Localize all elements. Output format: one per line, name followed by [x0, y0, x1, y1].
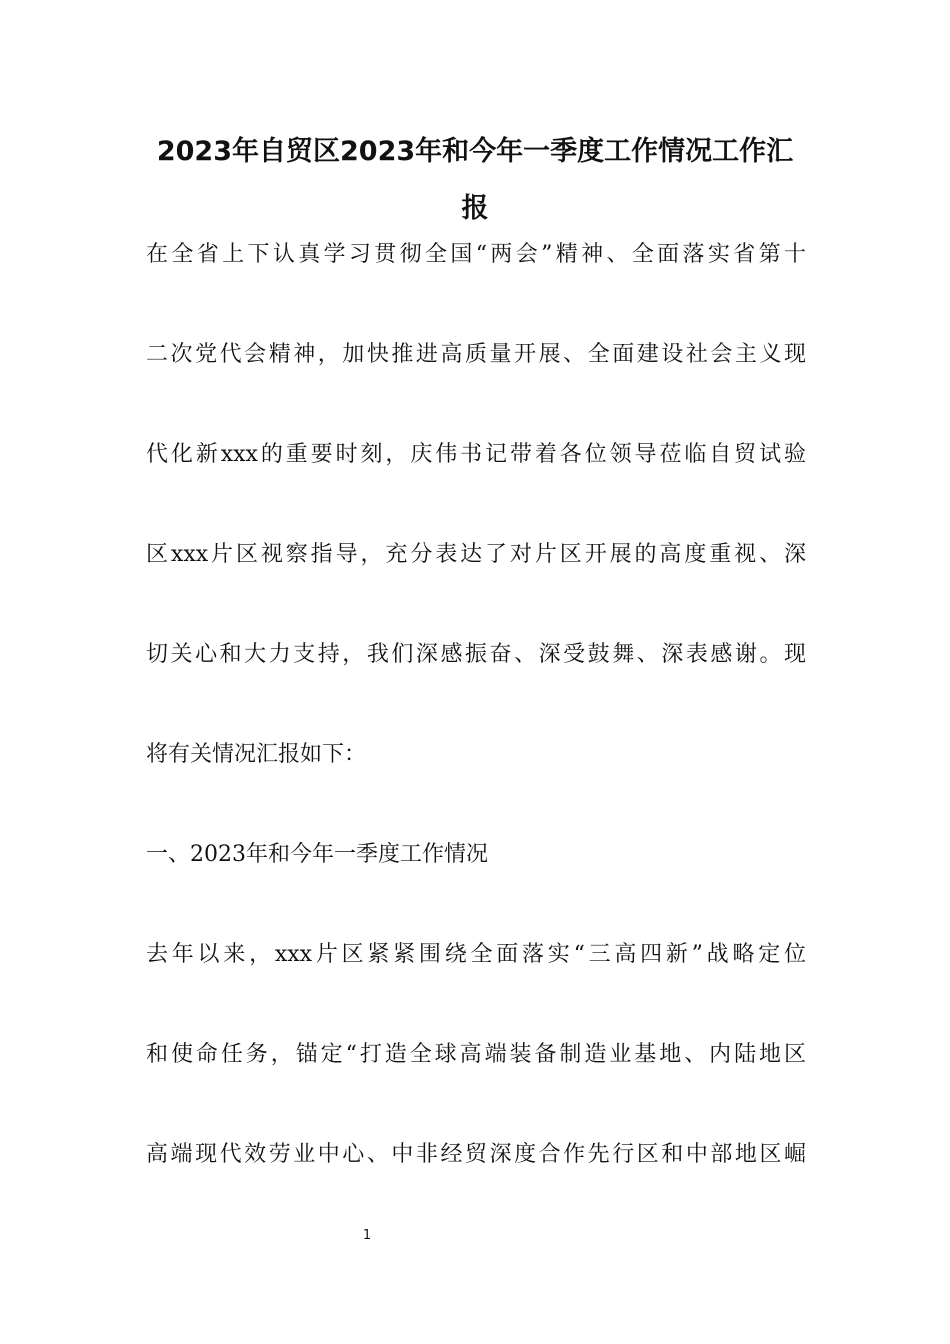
- document-title-line-2: 报: [461, 193, 489, 224]
- paragraph-line-3: 代化新xxx的重要时刻，庆伟书记带着各位领导莅临自贸试验: [146, 442, 806, 467]
- paragraph-line-5: 切关心和大力支持，我们深感振奋、深受鼓舞、深表感谢。现: [146, 642, 806, 667]
- page-number: 1: [362, 1228, 372, 1243]
- paragraph-line-4: 区xxx片区视察指导，充分表达了对片区开展的高度重视、深: [146, 542, 806, 567]
- paragraph-line-9: 高端现代效劳业中心、中非经贸深度合作先行区和中部地区崛: [146, 1142, 806, 1167]
- paragraph-line-6: 将有关情况汇报如下：: [146, 742, 367, 767]
- paragraph-line-1: 在全省上下认真学习贯彻全国“两会”精神、全面落实省第十: [146, 242, 806, 267]
- document-title-line-1: 2023年自贸区2023年和今年一季度工作情况工作汇: [156, 136, 794, 167]
- paragraph-line-8: 和使命任务，锚定“打造全球高端装备制造业基地、内陆地区: [146, 1042, 806, 1067]
- paragraph-line-7: 去年以来，xxx片区紧紧围绕全面落实“三高四新”战略定位: [146, 942, 806, 967]
- paragraph-line-2: 二次党代会精神，加快推进高质量开展、全面建设社会主义现: [146, 342, 806, 367]
- section-heading: 一、2023年和今年一季度工作情况: [146, 842, 488, 867]
